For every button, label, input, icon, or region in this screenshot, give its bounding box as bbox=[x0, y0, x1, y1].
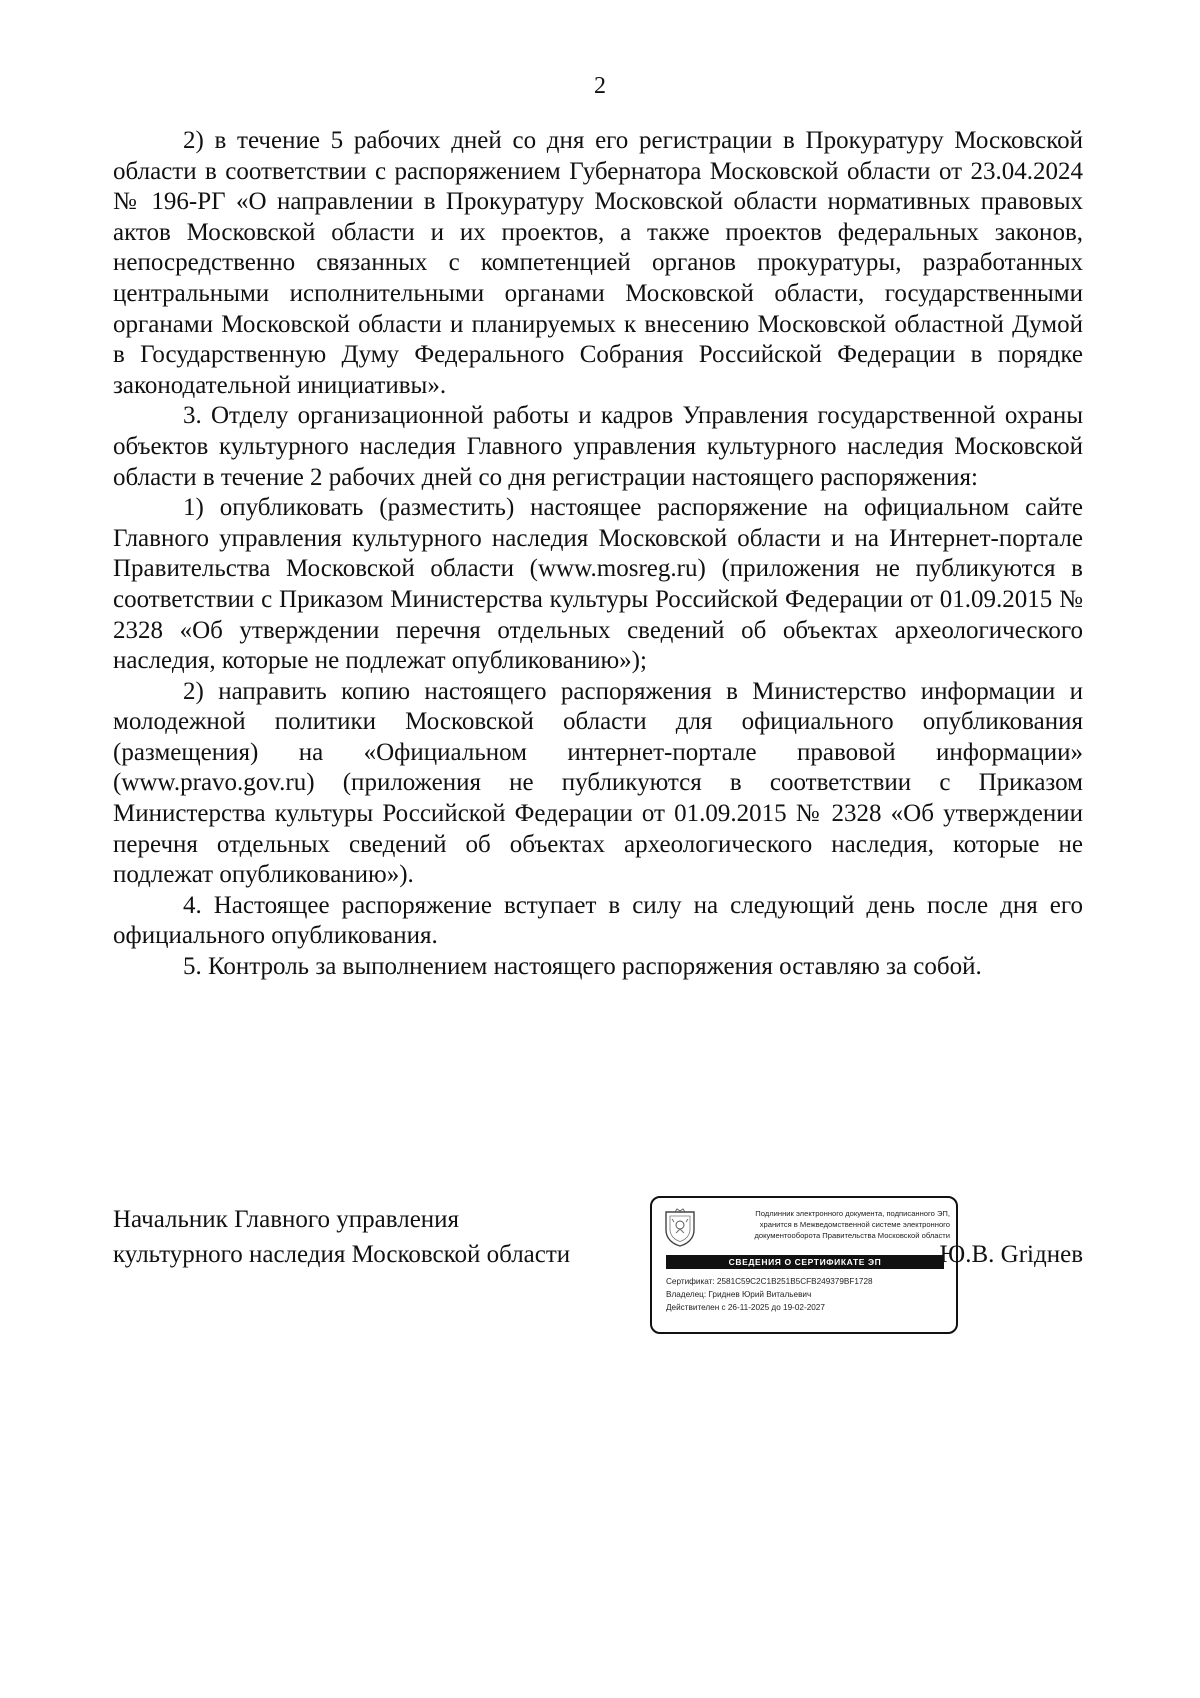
signer-position bbox=[113, 1202, 570, 1272]
stamp-certificate-header: СВЕДЕНИЯ О СЕРТИФИКАТЕ ЭП bbox=[666, 1255, 944, 1269]
paragraph-item-5: 5. Контроль за выполнением настоящего распоряжения оставляю за собой. bbox=[183, 953, 982, 981]
document-body bbox=[113, 126, 1083, 983]
stamp-certificate-details bbox=[666, 1276, 946, 1314]
stamp-certificate-number: Сертификат: 2581C59C2C1B251B5CFB249379BF1728 bbox=[666, 1277, 873, 1286]
paragraph-item-4: 4. Настоящее распоряжение вступает в силу на следующий день после дня его официального опубликования. bbox=[113, 891, 1083, 950]
paragraph-item-3: 3. Отделу организационной работы и кадров Управления государственной охраны объектов культурного наследия Главного управления культурного наследия Московской области в течение 2 рабочих дней со дня регистрации настоящего распоряжения: bbox=[113, 402, 1083, 491]
page-number: 2 bbox=[594, 73, 606, 99]
electronic-signature-stamp bbox=[650, 1196, 958, 1334]
stamp-certificate-validity: Действителен с 26-11-2025 до 19-02-2027 bbox=[666, 1302, 825, 1312]
paragraph-item-3-2: 2) направить копию настоящего распоряжения в Министерство информации и молодежной политики Московской области для официального опубликования (размещения) на «Официальном интернет-портале правовой информации» (www.pravo.gov.ru) (приложения не публикуются в соответствии с Приказом Министерства культуры Российской Федерации от 01.09.2015 № 2328 «Об утверждении перечня отдельных сведений об объектах археологического наследия, которые не подлежат опубликованию»). bbox=[113, 677, 1083, 889]
stamp-certificate-owner: Владелец: Гриднев Юрий Витальевич bbox=[666, 1289, 812, 1299]
coat-of-arms-icon bbox=[662, 1208, 698, 1248]
paragraph-item-3-1: 1) опубликовать (разместить) настоящее распоряжение на официальном сайте Главного управления культурного наследия Московской области и на Интернет-портале Правительства Московской области (www.mosreg.ru) (приложения не публикуются в соответствии с Приказом Министерства культуры Российской Федерации от 01.09.2015 № 2328 «Об утверждении перечня отдельных сведений об объектах археологического наследия, которые не подлежат опубликованию»); bbox=[113, 494, 1083, 675]
signer-position-line-2: культурного наследия Московской области bbox=[113, 1241, 571, 1268]
stamp-notice-line-2: хранится в Межведомственной системе электронного bbox=[759, 1220, 950, 1229]
stamp-notice bbox=[710, 1208, 950, 1241]
stamp-notice-line-3: документооборота Правительства Московской области bbox=[754, 1231, 950, 1240]
signature-block bbox=[113, 1196, 1083, 1346]
signer-name: Ю.В. Griднев bbox=[939, 1241, 1083, 1268]
stamp-notice-line-1: Подлинник электронного документа, подписанного ЭП, bbox=[755, 1209, 950, 1218]
signer-position-line-1: Начальник Главного управления bbox=[113, 1206, 460, 1233]
paragraph-item-2-2: 2) в течение 5 рабочих дней со дня его регистрации в Прокуратуру Московской области в соответствии с распоряжением Губернатора Московской области от 23.04.2024 № 196-РГ «О направлении в Прокуратуру Московской области нормативных правовых актов Московской области и их проектов, а также проектов федеральных законов, непосредственно связанных с компетенцией органов прокуратуры, разработанных центральными исполнительными органами Московской области, государственными органами Московской области и планируемых к внесению Московской областной Думой в Государственную Думу Федерального Собрания Российской Федерации в порядке законодательной инициативы». bbox=[113, 127, 1083, 399]
